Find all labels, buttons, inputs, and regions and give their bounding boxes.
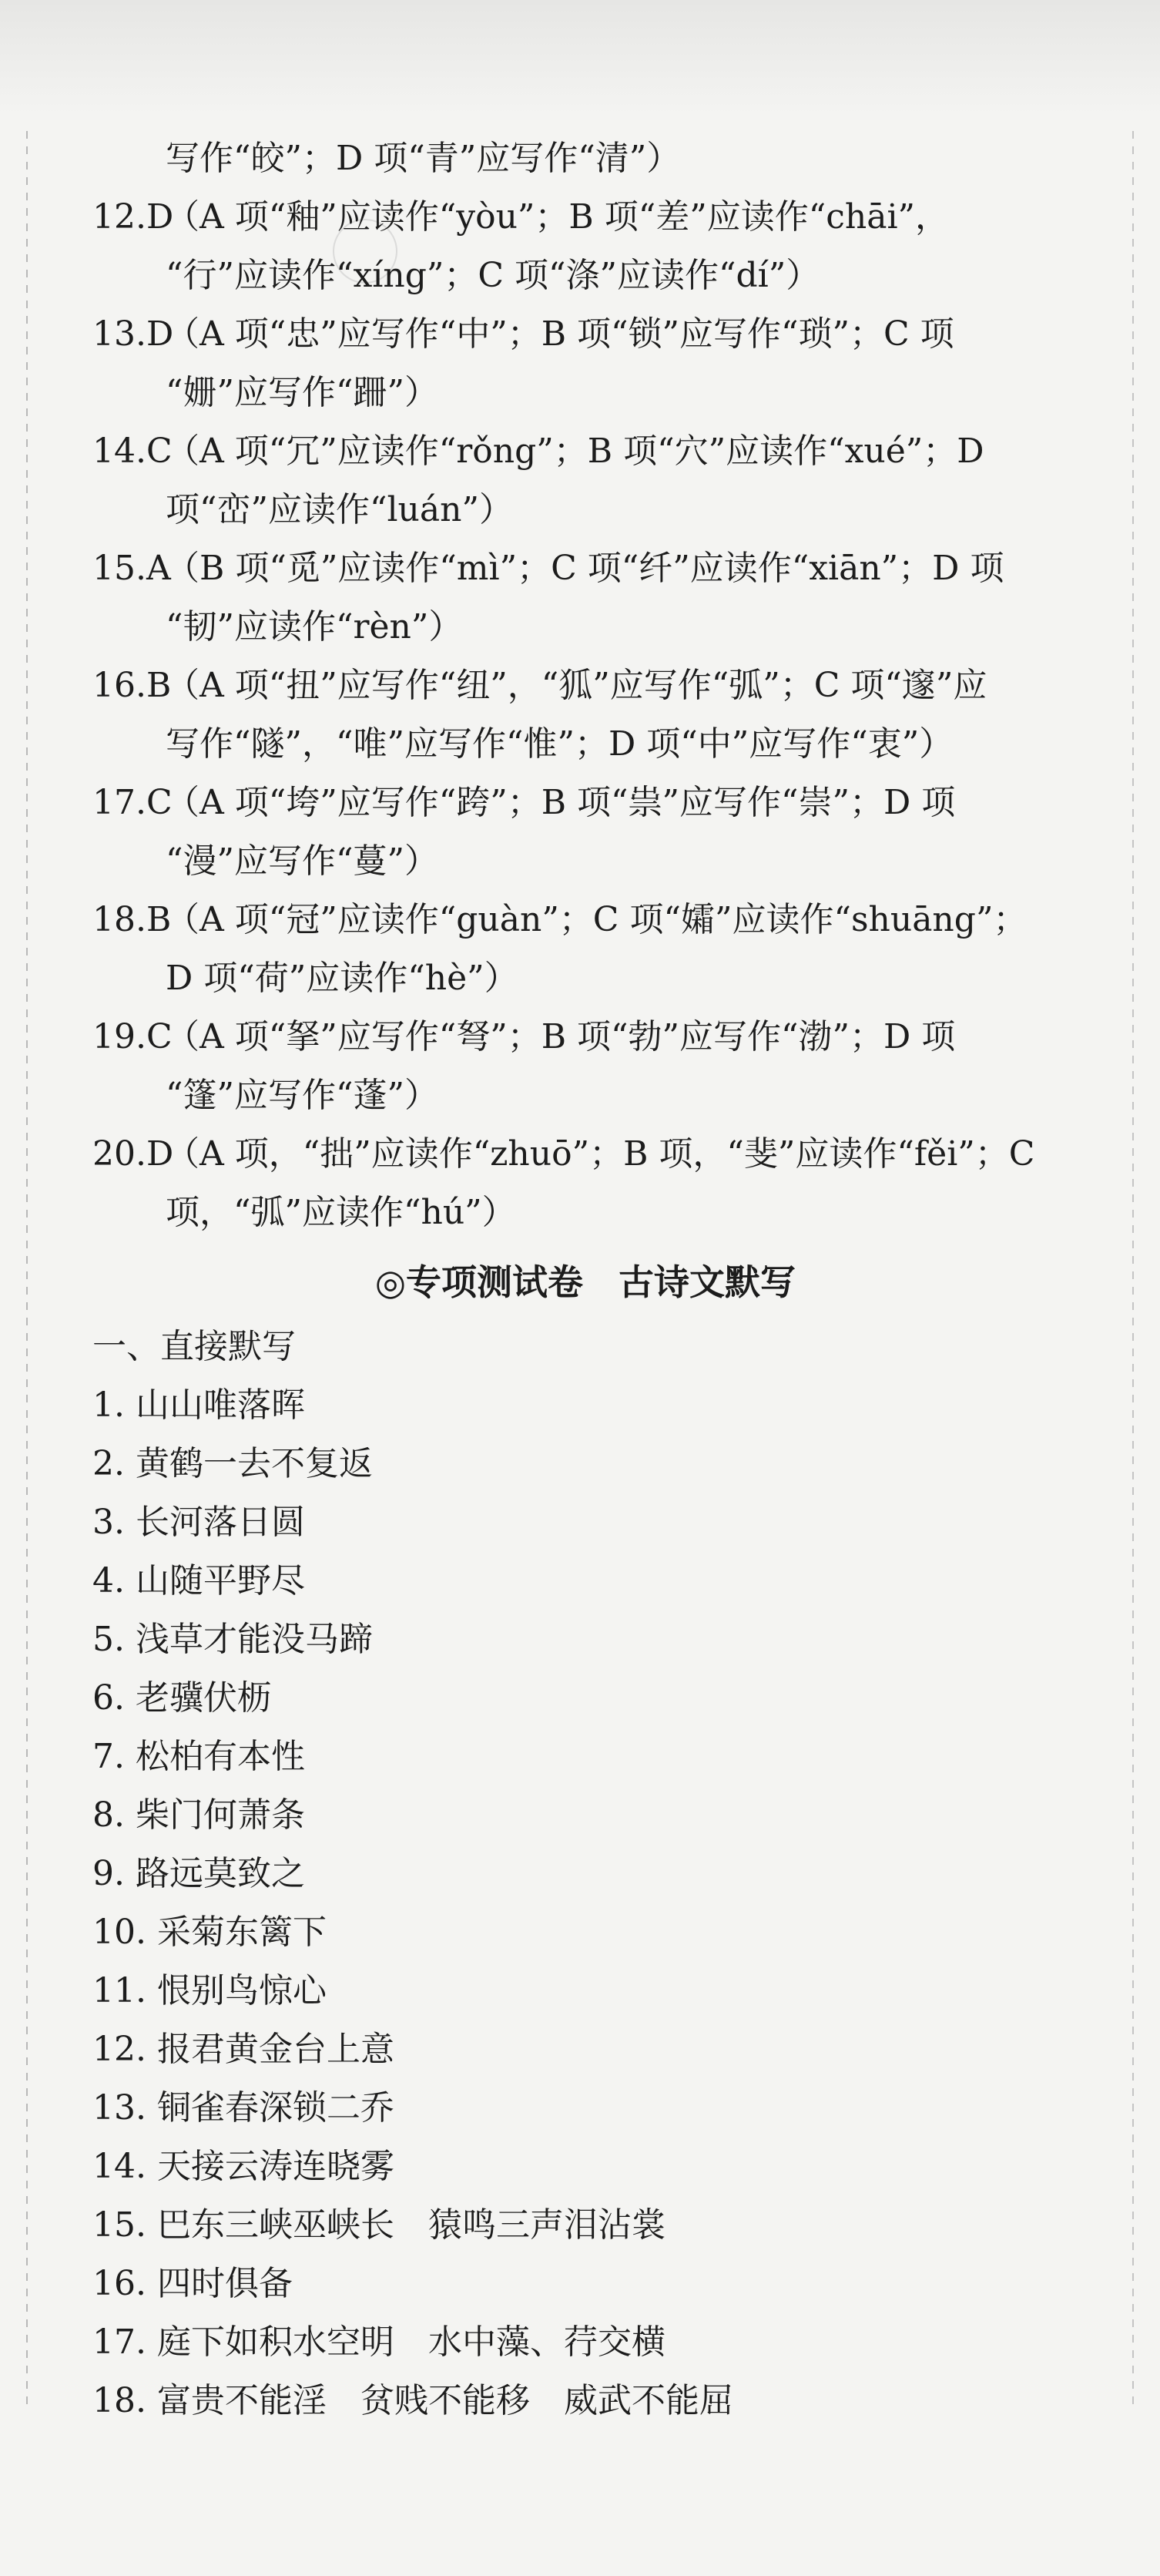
poem-answer: 18. 富贵不能淫 贫贱不能移 威武不能屈	[92, 2381, 733, 2420]
answer-line: 写作“隧”，“唯”应写作“惟”；D 项“中”应写作“衷”）	[166, 724, 954, 764]
answer-line: 项“峦”应读作“luán”）	[166, 490, 513, 529]
poem-answer: 10. 采菊东篱下	[92, 1913, 327, 1952]
answer-line: （A 项，“拙”应读作“zhuō”；B 项，“斐”应读作“fěi”；C	[166, 1134, 1035, 1174]
answer-line: D 项“荷”应读作“hè”）	[166, 959, 518, 998]
poem-answer-list	[92, 1376, 1078, 2430]
answer-line: （A 项“拏”应写作“弩”；B 项“勃”应写作“渤”；D 项	[166, 1017, 956, 1056]
poem-answer: 4. 山随平野尽	[92, 1561, 305, 1600]
poem-answer: 15. 巴东三峡巫峡长 猿鸣三声泪沾裳	[92, 2205, 665, 2245]
poem-answer: 13. 铜雀春深锁二乔	[92, 2088, 394, 2128]
answer-line: “行”应读作“xíng”；C 项“涤”应读作“dí”）	[166, 256, 820, 295]
answer-item	[92, 305, 1078, 364]
answer-item	[92, 891, 1078, 949]
answer-item	[92, 657, 1078, 715]
answer-line: “篷”应写作“蓬”）	[166, 1076, 438, 1115]
answer-number: 14.C	[92, 432, 173, 471]
answer-number: 16.B	[92, 666, 172, 705]
poem-answer: 1. 山山唯落晖	[92, 1385, 305, 1425]
answer-number: 18.B	[92, 900, 172, 939]
poem-answer: 14. 天接云涛连晓雾	[92, 2147, 394, 2186]
answer-line: “漫”应写作“蔓”）	[166, 841, 438, 881]
answer-11-continuation: 写作“皎”；D 项“青”应写作“清”）	[166, 139, 681, 178]
answer-item	[92, 774, 1078, 832]
answer-line: （A 项“垮”应写作“跨”；B 项“祟”应写作“崇”；D 项	[166, 783, 956, 822]
poem-answer: 12. 报君黄金台上意	[92, 2030, 394, 2069]
answer-line: （A 项“冗”应读作“rǒng”；B 项“穴”应读作“xué”；D	[166, 432, 984, 471]
answer-line: 项，“弧”应读作“hú”）	[166, 1193, 516, 1232]
answer-item	[92, 422, 1078, 481]
poem-answer: 6. 老骥伏枥	[92, 1678, 271, 1718]
section-title: ◎专项测试卷 古诗文默写	[374, 1261, 796, 1303]
answer-item	[92, 188, 1078, 247]
answer-item	[92, 1008, 1078, 1066]
answer-number: 12.D	[92, 197, 174, 237]
page-top-shadow	[0, 0, 1160, 116]
answer-line: （A 项“釉”应读作“yòu”；B 项“差”应读作“chāi”，	[166, 197, 950, 237]
answer-line: （A 项“扭”应写作“纽”，“狐”应写作“弧”；C 项“邃”应	[166, 666, 987, 705]
poem-answer: 11. 恨别鸟惊心	[92, 1971, 327, 2010]
answer-item	[92, 539, 1078, 598]
answer-list	[92, 188, 1078, 1242]
poem-answer: 16. 四时俱备	[92, 2264, 293, 2303]
answer-line: （A 项“忠”应写作“中”；B 项“锁”应写作“琐”；C 项	[166, 314, 954, 354]
left-margin-rule	[26, 131, 28, 2412]
answer-item	[92, 1125, 1078, 1184]
right-margin-rule	[1132, 131, 1134, 2412]
poem-answer: 3. 长河落日圆	[92, 1503, 305, 1542]
poem-answer: 8. 柴门何萧条	[92, 1795, 305, 1835]
answer-number: 19.C	[92, 1017, 173, 1056]
poem-answer: 9. 路远莫致之	[92, 1854, 305, 1893]
answer-line: “韧”应读作“rèn”）	[166, 607, 463, 647]
answer-number: 15.A	[92, 549, 171, 588]
answer-line: “姗”应写作“跚”）	[166, 373, 438, 412]
answer-page-content	[92, 129, 1078, 2430]
subsection-heading: 一、直接默写	[92, 1327, 296, 1366]
poem-answer: 7. 松柏有本性	[92, 1737, 305, 1776]
poem-answer: 2. 黄鹤一去不复返	[92, 1444, 373, 1483]
answer-number: 13.D	[92, 314, 174, 354]
answer-number: 17.C	[92, 783, 173, 822]
answer-line: （B 项“觅”应读作“mì”；C 项“纤”应读作“xiān”；D 项	[166, 549, 1004, 588]
poem-answer: 17. 庭下如积水空明 水中藻、荇交横	[92, 2322, 665, 2362]
answer-line: （A 项“冠”应读作“guàn”；C 项“孀”应读作“shuāng”；	[166, 900, 1028, 939]
poem-answer: 5. 浅草才能没马蹄	[92, 1620, 373, 1659]
answer-number: 20.D	[92, 1134, 174, 1174]
